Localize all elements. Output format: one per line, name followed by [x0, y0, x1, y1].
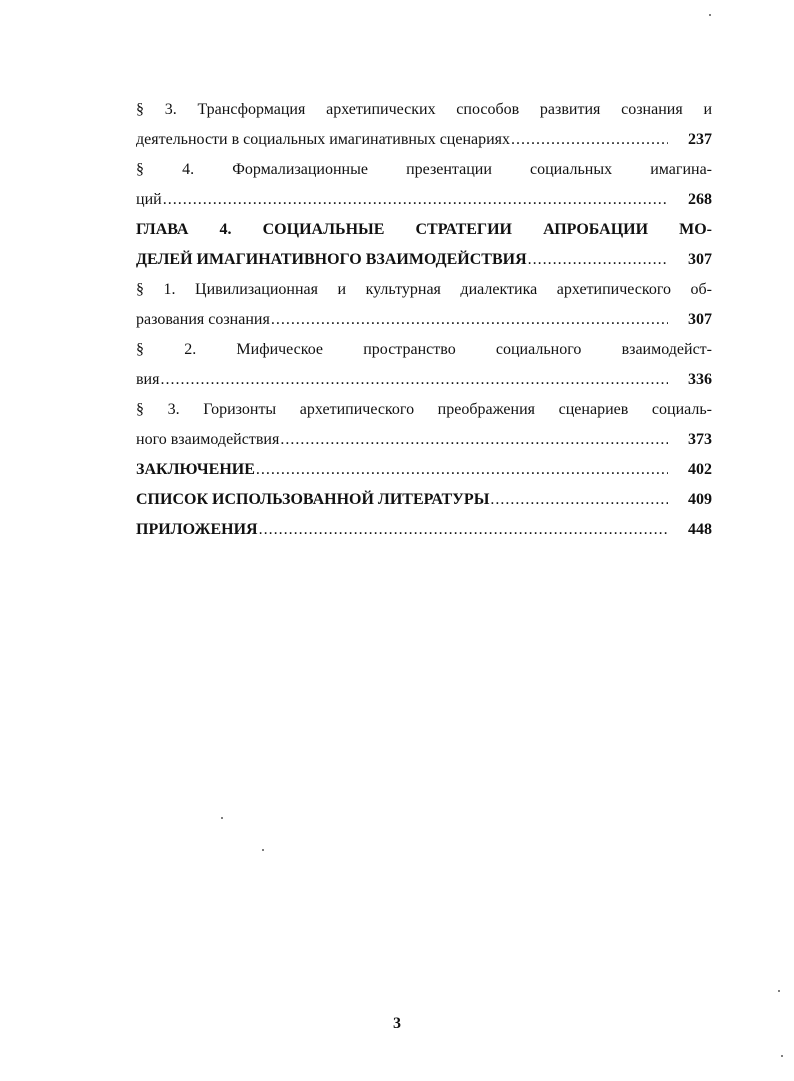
- toc-entry-line: [136, 185, 712, 215]
- dot-leader: [259, 515, 668, 545]
- toc-section-line: [136, 455, 712, 485]
- toc-page-number: 307: [688, 251, 712, 268]
- toc-entry-text: деятельности в социальных имагинативных сценариях: [136, 131, 511, 148]
- toc-entry-line: [136, 95, 712, 125]
- table-of-contents: [136, 95, 712, 545]
- scan-speck: [778, 990, 780, 992]
- toc-chapter-text: ГЛАВА 4. СОЦИАЛЬНЫЕ СТРАТЕГИИ АПРОБАЦИИ МО-: [136, 221, 712, 238]
- page-number: 3: [393, 1015, 401, 1032]
- toc-page-number: 237: [688, 131, 712, 148]
- toc-entry-line: [136, 155, 712, 185]
- toc-chapter-line: [136, 215, 712, 245]
- scan-speck: [709, 14, 711, 16]
- toc-section-appendices: ПРИЛОЖЕНИЯ: [136, 521, 258, 538]
- dot-leader: [160, 365, 668, 395]
- toc-entry-text: ного взаимодействия: [136, 431, 280, 448]
- toc-section-conclusion: ЗАКЛЮЧЕНИЕ: [136, 461, 255, 478]
- toc-section-line: [136, 485, 712, 515]
- toc-entry-text: § 1. Цивилизационная и культурная диалектика архетипического об-: [136, 281, 712, 298]
- toc-page-number: 307: [688, 311, 712, 328]
- dot-leader: [280, 425, 668, 455]
- toc-section-line: [136, 515, 712, 545]
- toc-entry-text: ций: [136, 191, 162, 208]
- dot-leader: [271, 305, 668, 335]
- scan-speck: [262, 849, 264, 851]
- toc-entry-line: [136, 305, 712, 335]
- toc-entry-text: разования сознания: [136, 311, 270, 328]
- toc-page-number: 402: [688, 461, 712, 478]
- toc-entry-line: [136, 335, 712, 365]
- scan-speck: [781, 1055, 783, 1057]
- dot-leader: [256, 455, 668, 485]
- toc-page-number: 336: [688, 371, 712, 388]
- dot-leader: [163, 185, 668, 215]
- toc-page-number: 373: [688, 431, 712, 448]
- dot-leader: [511, 125, 668, 155]
- toc-chapter-text: ДЕЛЕЙ ИМАГИНАТИВНОГО ВЗАИМОДЕЙСТВИЯ: [136, 251, 527, 268]
- toc-entry-line: [136, 395, 712, 425]
- toc-chapter-line: [136, 245, 712, 275]
- dot-leader: [490, 485, 668, 515]
- toc-page-number: 409: [688, 491, 712, 508]
- toc-entry-text: § 2. Мифическое пространство социального взаимодейст-: [136, 341, 712, 358]
- toc-entry-line: [136, 425, 712, 455]
- toc-page-number: 448: [688, 521, 712, 538]
- scan-speck: [221, 817, 223, 819]
- toc-entry-line: [136, 275, 712, 305]
- toc-entry-text: § 3. Трансформация архетипических способов развития сознания и: [136, 101, 712, 118]
- toc-entry-text: вия: [136, 371, 160, 388]
- toc-entry-line: [136, 365, 712, 395]
- toc-entry-line: [136, 125, 712, 155]
- toc-entry-text: § 3. Горизонты архетипического преображения сценариев социаль-: [136, 401, 712, 418]
- toc-entry-text: § 4. Формализационные презентации социальных имагина-: [136, 161, 712, 178]
- toc-page-number: 268: [688, 191, 712, 208]
- dot-leader: [528, 245, 668, 275]
- toc-section-bibliography: СПИСОК ИСПОЛЬЗОВАННОЙ ЛИТЕРАТУРЫ: [136, 491, 490, 508]
